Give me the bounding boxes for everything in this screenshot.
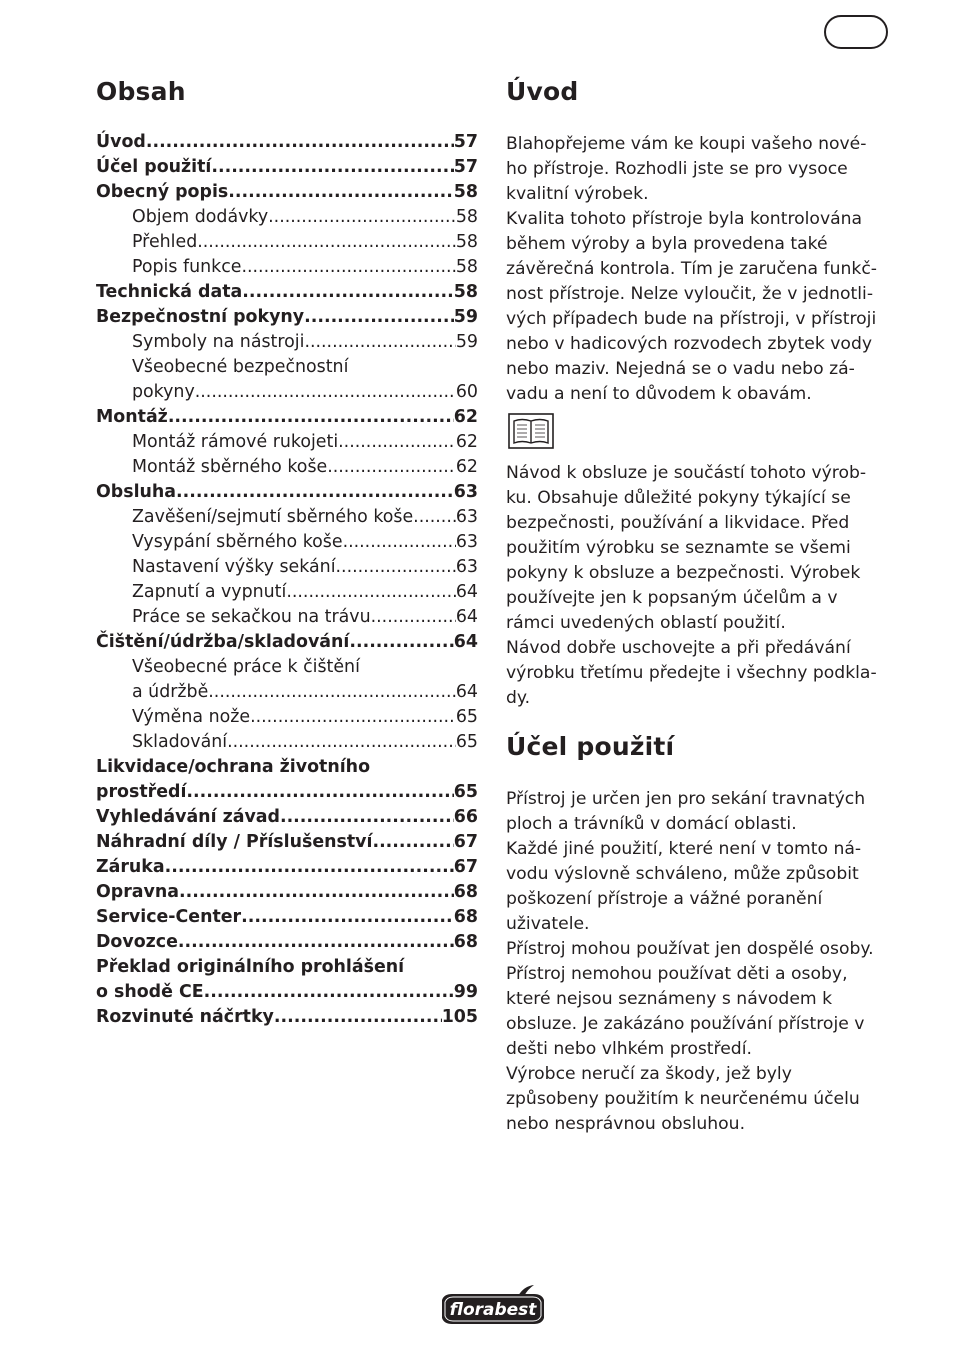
- main-content: [506, 74, 896, 1137]
- toc-entry: [96, 180, 478, 205]
- toc-leader-dots: [286, 580, 456, 605]
- toc-entry: [96, 905, 478, 930]
- intro-heading: Úvod: [506, 77, 579, 106]
- text-line: Přístroj je určen jen pro sekání travnatých: [506, 789, 866, 809]
- toc-entry-text: Dovozce: [96, 932, 178, 952]
- toc-leader-dots: [304, 305, 454, 330]
- toc-entry-text: Zapnutí a vypnutí: [132, 582, 287, 602]
- text-line: rámci uvedených oblastí použití.: [506, 613, 786, 633]
- toc-entry-text: o shodě CE: [96, 982, 204, 1002]
- language-badge: [824, 15, 888, 49]
- toc-leader-dots: [165, 855, 454, 880]
- toc-page-number: 65: [455, 732, 478, 752]
- toc-page-number: 68: [453, 882, 478, 902]
- toc-entry-text: a údržbě: [132, 682, 209, 702]
- toc-entry: [96, 1005, 478, 1030]
- toc-entry-text: Symboly na nástroji: [132, 332, 305, 352]
- toc-entry: [96, 280, 478, 305]
- toc-entry-text: Montáž: [96, 407, 168, 427]
- toc-entry: [96, 830, 478, 855]
- text-line: ku. Obsahuje důležité pokyny týkající se: [506, 488, 851, 508]
- toc-page-number: 62: [453, 407, 478, 427]
- toc-page-number: 63: [455, 557, 478, 577]
- toc-entry-text: Všeobecné práce k čištění: [132, 657, 360, 677]
- toc-entry: [96, 355, 478, 380]
- toc-entry: [96, 155, 478, 180]
- toc-leader-dots: [228, 180, 454, 205]
- toc-leader-dots: [371, 605, 456, 630]
- toc-page-number: 64: [455, 682, 478, 702]
- text-line: výrobku třetímu předejte i všechny podkla-: [506, 663, 877, 683]
- toc-entry-text: Service-Center: [96, 907, 242, 927]
- text-line: použitím výrobku se seznamte se všemi: [506, 538, 851, 558]
- intro-text-b: [506, 461, 896, 711]
- toc-entry-text: Obsluha: [96, 482, 177, 502]
- toc-leader-dots: [227, 730, 456, 755]
- text-line: dy.: [506, 688, 531, 708]
- toc-page-number: 68: [453, 907, 478, 927]
- toc-entry-text: pokyny: [132, 382, 195, 402]
- toc-entry: [96, 805, 478, 830]
- toc-page-number: 62: [455, 432, 478, 452]
- text-line: způsobeny použitím k neurčenému účelu: [506, 1089, 860, 1109]
- toc-entry-text: Obecný popis: [96, 182, 229, 202]
- toc-page-number: 58: [455, 207, 478, 227]
- toc-entry-text: Výměna nože: [132, 707, 251, 727]
- toc-page-number: 67: [453, 857, 478, 877]
- toc-list: [96, 130, 478, 1030]
- toc-entry-text: Montáž sběrného koše: [132, 457, 328, 477]
- toc-title: Obsah: [96, 77, 186, 106]
- toc-page-number: 65: [453, 782, 478, 802]
- toc-entry: [96, 955, 478, 980]
- toc-entry: [96, 455, 478, 480]
- toc-page-number: 63: [455, 507, 478, 527]
- toc-page-number: 99: [453, 982, 478, 1002]
- toc-page-number: 60: [455, 382, 478, 402]
- toc-entry: [96, 655, 478, 680]
- toc-leader-dots: [186, 780, 453, 805]
- toc-page-number: 105: [441, 1007, 478, 1027]
- intro-text-a: [506, 132, 896, 407]
- text-line: vodu výslovně schváleno, může způsobit: [506, 864, 859, 884]
- toc-page-number: 59: [455, 332, 478, 352]
- toc-leader-dots: [168, 405, 454, 430]
- toc-page-number: 68: [453, 932, 478, 952]
- text-line: kvalitní výrobek.: [506, 184, 649, 204]
- toc-leader-dots: [250, 705, 456, 730]
- toc-leader-dots: [327, 455, 456, 480]
- toc-entry-text: Rozvinuté náčrtky: [96, 1007, 274, 1027]
- text-line: vých případech bude na přístroji, v přístroji: [506, 309, 877, 329]
- toc-leader-dots: [338, 430, 456, 455]
- toc-leader-dots: [343, 530, 456, 555]
- toc-entry: [96, 730, 478, 755]
- text-line: Každé jiné použití, které není v tomto ná-: [506, 839, 862, 859]
- toc-entry: [96, 855, 478, 880]
- text-line: Kvalita tohoto přístroje byla kontrolována: [506, 209, 863, 229]
- toc-entry: [96, 255, 478, 280]
- toc-entry-text: Likvidace/ochrana životního: [96, 757, 371, 777]
- toc-leader-dots: [146, 130, 454, 155]
- toc-entry-text: Překlad originálního prohlášení: [96, 957, 405, 977]
- toc-page-number: 66: [453, 807, 478, 827]
- toc-leader-dots: [304, 330, 455, 355]
- toc-entry: [96, 580, 478, 605]
- toc-entry-text: Vyhledávání závad: [96, 807, 280, 827]
- toc-entry: [96, 755, 478, 780]
- toc-leader-dots: [241, 905, 454, 930]
- text-line: pokyny k obsluze a bezpečnosti. Výrobek: [506, 563, 861, 583]
- toc-entry-text: Všeobecné bezpečnostní: [132, 357, 349, 377]
- toc-entry-text: Objem dodávky: [132, 207, 269, 227]
- toc-entry-text: Náhradní díly / Příslušenství: [96, 832, 373, 852]
- toc-leader-dots: [179, 880, 454, 905]
- toc-entry-text: Montáž rámové rukojeti: [132, 432, 339, 452]
- toc-leader-dots: [242, 280, 454, 305]
- text-line: ho přístroje. Rozhodli jste se pro vysoce: [506, 159, 848, 179]
- text-line: vadu a není to důvodem k obavám.: [506, 384, 812, 404]
- toc-leader-dots: [176, 480, 454, 505]
- toc-leader-dots: [204, 980, 454, 1005]
- toc-page-number: 58: [455, 257, 478, 277]
- toc-entry: [96, 530, 478, 555]
- text-line: nebo v hadicových rozvodech zbytek vody: [506, 334, 873, 354]
- toc-entry-text: Skladování: [132, 732, 228, 752]
- toc-page-number: 59: [453, 307, 478, 327]
- toc-entry-text: Bezpečnostní pokyny: [96, 307, 305, 327]
- text-line: dešti nebo vlhkém prostředí.: [506, 1039, 752, 1059]
- text-line: Návod dobře uschovejte a při předávání: [506, 638, 851, 658]
- toc-page-number: 64: [455, 582, 478, 602]
- text-line: uživatele.: [506, 914, 590, 934]
- toc-leader-dots: [274, 1005, 442, 1030]
- toc-leader-dots: [280, 805, 454, 830]
- toc-leader-dots: [413, 505, 456, 530]
- toc-page-number: 63: [455, 532, 478, 552]
- text-line: Přístroj mohou používat jen dospělé osoby.: [506, 939, 874, 959]
- text-line: závěrečná kontrola. Tím je zaručena funkč-: [506, 259, 877, 279]
- toc-entry: [96, 680, 478, 705]
- toc-entry: [96, 405, 478, 430]
- toc-entry: [96, 605, 478, 630]
- toc-entry-text: Vysypání sběrného koše: [132, 532, 343, 552]
- toc-entry: [96, 505, 478, 530]
- text-line: Výrobce neručí za škody, jež byly: [506, 1064, 792, 1084]
- toc-page-number: 58: [453, 282, 478, 302]
- toc-page-number: 57: [453, 157, 478, 177]
- toc-entry: [96, 930, 478, 955]
- toc-page-number: 58: [453, 182, 478, 202]
- toc-leader-dots: [241, 255, 455, 280]
- toc-entry-text: Zavěšení/sejmutí sběrného koše: [132, 507, 414, 527]
- toc-entry: [96, 330, 478, 355]
- toc-entry: [96, 555, 478, 580]
- toc-page-number: 67: [453, 832, 478, 852]
- toc-leader-dots: [178, 930, 454, 955]
- toc-leader-dots: [349, 630, 453, 655]
- toc-entry: [96, 980, 478, 1005]
- toc-page-number: 64: [453, 632, 478, 652]
- text-line: nebo nesprávnou obsluhou.: [506, 1114, 746, 1134]
- text-line: nebo maziv. Nejedná se o vadu nebo zá-: [506, 359, 855, 379]
- text-line: Přístroj nemohou používat děti a osoby,: [506, 964, 848, 984]
- toc-leader-dots: [195, 380, 456, 405]
- table-of-contents: [96, 74, 478, 1030]
- text-line: bezpečnosti, používání a likvidace. Před: [506, 513, 850, 533]
- toc-entry: [96, 130, 478, 155]
- toc-leader-dots: [336, 555, 456, 580]
- toc-entry-text: Opravna: [96, 882, 179, 902]
- toc-leader-dots: [211, 155, 453, 180]
- purpose-heading: Účel použití: [506, 732, 675, 761]
- toc-page-number: 64: [455, 607, 478, 627]
- toc-page-number: 65: [455, 707, 478, 727]
- toc-entry: [96, 430, 478, 455]
- toc-entry: [96, 380, 478, 405]
- book-icon: [508, 413, 554, 449]
- toc-entry: [96, 880, 478, 905]
- toc-entry: [96, 205, 478, 230]
- toc-entry: [96, 480, 478, 505]
- toc-entry: [96, 705, 478, 730]
- toc-entry-text: Technická data: [96, 282, 243, 302]
- toc-leader-dots: [372, 830, 453, 855]
- toc-entry-text: Nastavení výšky sekání: [132, 557, 336, 577]
- text-line: používejte jen k popsaným účelům a v: [506, 588, 838, 608]
- toc-entry-text: Popis funkce: [132, 257, 242, 277]
- toc-leader-dots: [268, 205, 456, 230]
- text-line: Blahopřejeme vám ke koupi vašeho nové-: [506, 134, 867, 154]
- toc-entry-text: Účel použití: [96, 157, 212, 177]
- text-line: Návod k obsluze je součástí tohoto výrob-: [506, 463, 867, 483]
- logo-text: florabest: [449, 1300, 537, 1320]
- toc-entry: [96, 230, 478, 255]
- text-line: nost přístroje. Nelze vyloučit, že v jednotli-: [506, 284, 874, 304]
- toc-entry-text: Práce se sekačkou na trávu: [132, 607, 371, 627]
- toc-leader-dots: [197, 230, 456, 255]
- toc-page-number: 58: [455, 232, 478, 252]
- toc-entry: [96, 780, 478, 805]
- toc-entry-text: Záruka: [96, 857, 165, 877]
- toc-entry-text: Čištění/údržba/skladování: [96, 632, 350, 652]
- toc-page-number: 57: [453, 132, 478, 152]
- toc-entry: [96, 630, 478, 655]
- toc-page-number: 62: [455, 457, 478, 477]
- text-line: které nejsou seznámeny s návodem k: [506, 989, 833, 1009]
- purpose-text: [506, 787, 896, 1137]
- toc-entry: [96, 305, 478, 330]
- text-line: obsluze. Je zakázáno používání přístroje v: [506, 1014, 865, 1034]
- text-line: ploch a trávníků v domácí oblasti.: [506, 814, 797, 834]
- toc-entry-text: prostředí: [96, 782, 187, 802]
- toc-page-number: 63: [453, 482, 478, 502]
- text-line: během výroby a byla provedena také: [506, 234, 828, 254]
- toc-entry-text: Přehled: [132, 232, 198, 252]
- toc-leader-dots: [208, 680, 456, 705]
- text-line: poškození přístroje a vážné poranění: [506, 889, 823, 909]
- florabest-logo: [438, 1284, 548, 1328]
- toc-entry-text: Úvod: [96, 132, 146, 152]
